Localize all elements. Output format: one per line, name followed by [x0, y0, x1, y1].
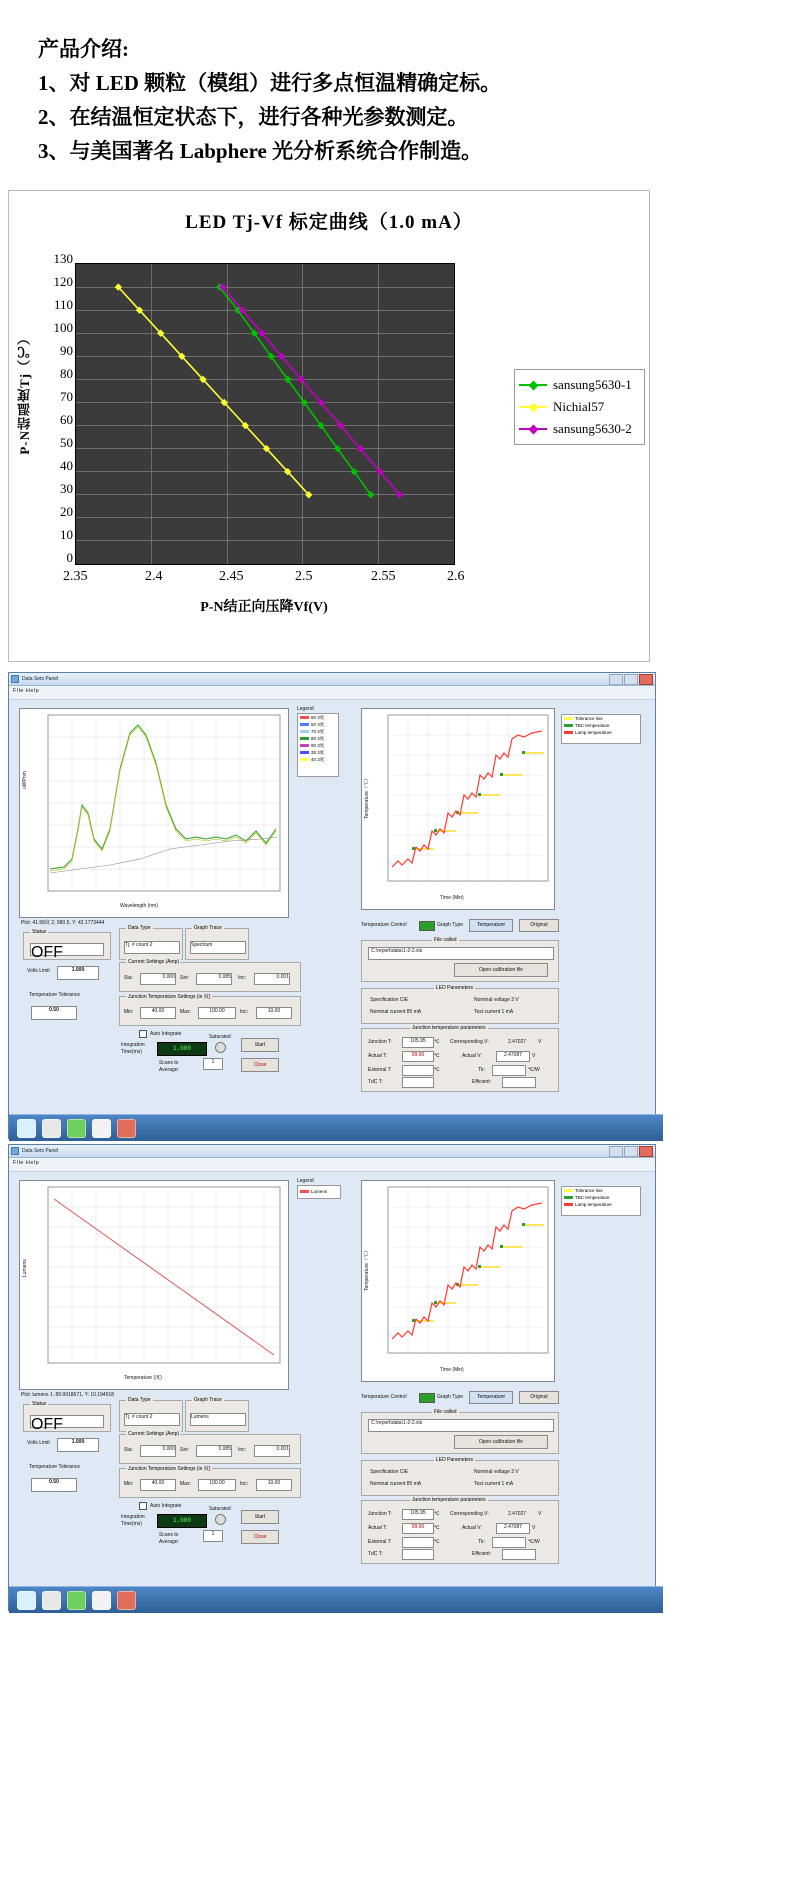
junction-max-input[interactable]: 100.00 [198, 1007, 236, 1019]
close-icon[interactable] [639, 1146, 653, 1157]
status-value[interactable]: OFF [30, 943, 104, 956]
jt-efficient-value[interactable] [502, 1077, 536, 1088]
jt-external-value-2[interactable] [402, 1537, 434, 1548]
original-button-2[interactable]: Original [519, 1391, 559, 1404]
plot-caption-1: Plot: 41.58度 2; 990.5, Y: 42.1773444 [21, 920, 105, 926]
junction-inc-label: Inc: [240, 1009, 249, 1015]
intro-heading: 产品介绍: [38, 37, 129, 61]
legend-row: 35 3度 [298, 749, 338, 756]
jt-actual-label-2: Actual T: [368, 1525, 388, 1531]
legend-title-1: Legend [297, 706, 314, 712]
jt-corresponding-value-2: 2.47027 [508, 1511, 527, 1517]
led-nominal-current-2: Nominal current 85 mA [370, 1481, 422, 1487]
current-settings-label-2: Current Settings (Amp) [128, 1431, 180, 1437]
saturated-indicator [215, 1042, 226, 1053]
junction-inc-input[interactable]: 10.00 [256, 1007, 292, 1019]
led-parameters-group [361, 985, 559, 1024]
taskbar-folder-icon[interactable] [42, 1119, 61, 1138]
scans-input-2[interactable]: 1 [203, 1530, 223, 1542]
jt-actual-label: Actual T: [368, 1053, 388, 1059]
jt-junction-unit-2: ℃ [434, 1511, 440, 1517]
junction-max-label: Max: [180, 1009, 191, 1015]
taskbar-folder-icon[interactable] [42, 1591, 61, 1610]
chart-title: LED Tj-Vf 标定曲线（1.0 mA） [185, 212, 473, 233]
auto-integrate-label-2: Auto Integrate [150, 1502, 182, 1509]
legend-title-2: Legend [297, 1178, 314, 1184]
lumens-legend [297, 1185, 341, 1199]
current-sta-label-2: Sta: [124, 1447, 133, 1453]
current-inc-label: Inc: [238, 975, 247, 981]
temperature-graph-2 [361, 1180, 555, 1382]
jt-corresponding-unit: V [538, 1039, 542, 1045]
jt-corresponding-label: Corresponding V: [450, 1039, 489, 1045]
jt-tdc-label: TdC T: [368, 1079, 383, 1085]
jt-tk-label: Tk: [478, 1067, 485, 1073]
led-tj-vf-chart-panel [8, 190, 650, 662]
legend-row: 80 3度 [298, 735, 338, 742]
temperature-x-label: Time (Min) [440, 895, 464, 901]
led-test-current-2: Test current 1 mA [474, 1481, 514, 1487]
legend-row: Lamp temperature [562, 729, 640, 736]
legend-swatch-yellow [519, 402, 547, 412]
current-inc-label-2: Inc: [238, 1447, 247, 1453]
jt-actual-value[interactable]: 99.95 [402, 1051, 434, 1062]
junction-inc-label-2: Inc: [240, 1481, 249, 1487]
spectrum-plot [20, 709, 288, 917]
file-called-label: File called [434, 937, 457, 943]
integration-time-value[interactable]: 1.000 [157, 1042, 207, 1056]
current-inc-input-2[interactable]: 0.001 [254, 1445, 290, 1457]
jt-actualv-label: Actual V: [462, 1053, 482, 1059]
temp-tolerance-input-2[interactable]: 0.50 [31, 1478, 77, 1492]
integration-time-label: Integration Time(ms) [121, 1042, 145, 1055]
graph-type-label-2b: Graph Type [437, 1394, 464, 1400]
jt-external-label: External T: [368, 1067, 392, 1073]
temperature-graph [361, 708, 555, 910]
intro-line-1: 1、对 LED 颗粒（模组）进行多点恒温精确定标。 [38, 71, 502, 95]
led-spec: Specification CIE [370, 997, 409, 1003]
current-set-label-2: Set: [180, 1447, 189, 1453]
current-inc-input[interactable]: 0.001 [254, 973, 290, 985]
saturated-indicator-2 [215, 1514, 226, 1525]
spectrum-y-label: uWPnm [22, 771, 28, 789]
legend-row: 90 3度 [298, 742, 338, 749]
status-group [23, 929, 111, 961]
chart-series-layer [76, 264, 454, 564]
legend-item-1 [517, 396, 642, 418]
temperature-plot-2 [362, 1181, 554, 1381]
junction-settings-label: Junction Temperature Settings (in 度) [128, 994, 211, 1000]
intro-line-2: 2、在结温恒定状态下，进行各种光参数测定。 [38, 105, 469, 129]
window2-menubar[interactable]: File Help [9, 1158, 655, 1172]
jt-actualv-label-2: Actual V: [462, 1525, 482, 1531]
junction-parameters-label: Junction temperature parameters [412, 1025, 486, 1031]
minimize-icon[interactable] [609, 1146, 623, 1157]
jt-junction-label-2: Junction T: [368, 1511, 392, 1517]
minimize-icon[interactable] [609, 674, 623, 685]
chart-plot-area [75, 263, 455, 565]
spectrum-x-label: Wavelength (nm) [120, 903, 158, 909]
graph-trace-label-2: Graph Trace [194, 1397, 222, 1403]
data-type-label-2: Data Type [128, 1397, 151, 1403]
temp-tolerance-input[interactable]: 0.50 [31, 1006, 77, 1020]
temp-control-label: Temperature Control [361, 922, 407, 928]
junction-parameters-label-2: Junction temperature parameters [412, 1497, 486, 1503]
jt-tk-value[interactable] [492, 1065, 526, 1076]
led-nominal-voltage: Nominal voltage 3 V [474, 997, 519, 1003]
junction-max-label-2: Max: [180, 1481, 191, 1487]
window1-menubar[interactable]: File Help [9, 686, 655, 700]
taskbar-record-icon[interactable] [117, 1119, 136, 1138]
jt-junction-value[interactable]: 105.95 [402, 1037, 434, 1048]
close-button[interactable]: Close [241, 1058, 279, 1072]
chart-y-tick-labels: 130 120 110 100 90 80 70 60 50 40 30 20 10 0 [53, 251, 73, 565]
temp-tolerance-label: Temperature Tolerance [29, 992, 81, 998]
jt-actual-unit-2: ℃ [434, 1525, 440, 1531]
current-sta-input-2[interactable]: 0.000 [140, 1445, 176, 1457]
jt-tdc-value-2[interactable] [402, 1549, 434, 1560]
lumens-y-label: Lumens [22, 1259, 28, 1277]
led-parameters-group-2 [361, 1457, 559, 1496]
intro-block [38, 32, 758, 168]
current-sta-input[interactable]: 0.000 [140, 973, 176, 985]
chart-legend [514, 369, 645, 445]
data-type-select-2[interactable]: Tj: # count 2 [124, 1413, 180, 1426]
jt-junction-value-2[interactable]: 105.95 [402, 1509, 434, 1520]
auto-integrate-label: Auto Integrate [150, 1030, 182, 1037]
temp-control-indicator [419, 921, 435, 931]
temperature-y-label-2: Temperature（℃） [364, 1247, 370, 1291]
window2-controls[interactable] [609, 1146, 653, 1157]
legend-row: 40 3度 [298, 756, 338, 763]
graph-trace-group-2 [185, 1397, 249, 1432]
legend-row: 50 3度 [298, 721, 338, 728]
start-button[interactable]: Start [241, 1038, 279, 1052]
temp-tolerance-label-2: Temperature Tolerance [29, 1464, 81, 1470]
chart-y-axis-title: P-N结温度Tj（℃） [17, 331, 32, 455]
jt-actualv-unit: V [532, 1053, 536, 1059]
current-set-input-2[interactable]: 0.085 [196, 1445, 232, 1457]
file-called-label-2: File called [434, 1409, 457, 1415]
graph-trace-group [185, 925, 249, 960]
temperature-x-label-2: Time (Min) [440, 1367, 464, 1373]
current-sta-label: Sta: [124, 975, 133, 981]
auto-integrate-checkbox[interactable] [139, 1030, 147, 1038]
temp-control-label-2: Temperature Control [361, 1394, 407, 1400]
data-type-group-2 [119, 1397, 183, 1432]
intro-line-3: 3、与美国著名 Labphere 光分析系统合作制造。 [38, 139, 483, 163]
window1-taskbar[interactable] [9, 1114, 663, 1141]
chart-x-axis-title: P-N结正向压降Vf(V) [200, 600, 328, 615]
current-set-input[interactable]: 0.085 [196, 973, 232, 985]
graph-trace-select-2[interactable]: Lumens [190, 1413, 246, 1426]
jt-tk-label-2: Tk: [478, 1539, 485, 1545]
junction-parameters-group-2 [361, 1497, 559, 1564]
legend-swatch-green [519, 380, 547, 390]
legend-swatch-magenta [519, 424, 547, 434]
jt-external-value[interactable] [402, 1065, 434, 1076]
window1-title: Data Sets Panel [22, 676, 59, 682]
jt-tdc-label-2: TdC T: [368, 1551, 383, 1557]
file-path-input-2[interactable]: C:\report\data\1-2-2.xls [368, 1419, 554, 1432]
jt-efficient-value-2[interactable] [502, 1549, 536, 1560]
scans-label-2: Scans to Average: [159, 1532, 179, 1545]
legend-row: 70 3度 [298, 728, 338, 735]
current-settings-group-2 [119, 1431, 301, 1464]
data-type-group [119, 925, 183, 960]
window2-title: Data Sets Panel [22, 1148, 59, 1154]
taskbar-media-icon[interactable] [67, 1591, 86, 1610]
spectrum-legend [297, 713, 339, 777]
jt-efficient-label-2: Efficient: [472, 1551, 492, 1557]
junction-settings-group [119, 996, 301, 1026]
jt-junction-label: Junction T: [368, 1039, 392, 1045]
volts-limit-label-2: Volts Limit [27, 1440, 50, 1446]
taskbar-app-icon[interactable] [92, 1591, 111, 1610]
window1-titlebar[interactable] [9, 673, 655, 686]
temp-control-indicator-2 [419, 1393, 435, 1403]
jt-efficient-label: Efficient: [472, 1079, 492, 1085]
app-icon [11, 1147, 19, 1155]
close-button-2[interactable]: Close [241, 1530, 279, 1544]
window2-body [9, 1172, 655, 1613]
data-type-label: Data Type [128, 925, 151, 931]
file-path-input[interactable]: C:\report\data\1-2-2.xls [368, 947, 554, 960]
jt-corresponding-label-2: Corresponding V: [450, 1511, 489, 1517]
led-parameters-label-2: LED Parameters [436, 1457, 473, 1463]
maximize-icon[interactable] [624, 1146, 638, 1157]
window2-taskbar[interactable] [9, 1586, 663, 1613]
jt-actualv-value-2[interactable]: 2.47087 [496, 1523, 530, 1534]
junction-settings-group-2 [119, 1468, 301, 1498]
lumens-plot [20, 1181, 288, 1389]
volts-limit-label: Volts Limit [27, 968, 50, 974]
chart-x-tick-labels: 2.35 2.4 2.45 2.5 2.55 2.6 [63, 569, 465, 584]
graph-trace-select[interactable]: Spectrum [190, 941, 246, 954]
data-type-select[interactable]: Tj: # count 2 [124, 941, 180, 954]
lumens-graph [19, 1180, 289, 1390]
integration-time-label-2: Integration Time(ms) [121, 1514, 145, 1527]
legend-row: Tolerance line [562, 1187, 640, 1194]
legend-label-0: sansung5630-1 [553, 377, 632, 392]
junction-inc-input-2[interactable]: 10.00 [256, 1479, 292, 1491]
junction-min-label-2: Min: [124, 1481, 134, 1487]
window1-body [9, 700, 655, 1141]
jt-tk-unit: ℃/W [528, 1067, 540, 1073]
led-test-current: Test current 1 mA [474, 1009, 514, 1015]
jt-external-unit-2: ℃ [434, 1539, 440, 1545]
taskbar-browser-icon[interactable] [17, 1591, 36, 1610]
scans-input[interactable]: 1 [203, 1058, 223, 1070]
legend-label-2: sansung5630-2 [553, 421, 632, 436]
status-value-2[interactable]: OFF [30, 1415, 104, 1428]
lumens-x-label: Temperature (度) [124, 1375, 162, 1381]
status-label: Status [32, 929, 47, 935]
jt-corresponding-value: 2.47027 [508, 1039, 527, 1045]
close-icon[interactable] [639, 674, 653, 685]
scans-label: Scans to Average: [159, 1060, 179, 1073]
legend-row: Lumens [298, 1186, 340, 1196]
legend-item-2 [517, 418, 642, 440]
auto-integrate-checkbox-2[interactable] [139, 1502, 147, 1510]
jt-actualv-unit-2: V [532, 1525, 536, 1531]
window1-controls[interactable] [609, 674, 653, 685]
jt-actual-unit: ℃ [434, 1053, 440, 1059]
temperature-plot [362, 709, 554, 909]
temperature-button-2[interactable]: Temperature [469, 1391, 513, 1404]
junction-max-input-2[interactable]: 100.00 [198, 1479, 236, 1491]
software-window-2[interactable] [8, 1144, 656, 1611]
file-called-group-2 [361, 1409, 559, 1454]
jt-tk-value-2[interactable] [492, 1537, 526, 1548]
auto-integrate-row-2[interactable] [139, 1502, 181, 1510]
jt-tdc-value[interactable] [402, 1077, 434, 1088]
file-called-group [361, 937, 559, 982]
maximize-icon[interactable] [624, 674, 638, 685]
saturated-label: Saturated [209, 1034, 231, 1040]
original-button[interactable]: Original [519, 919, 559, 932]
jt-external-unit: ℃ [434, 1067, 440, 1073]
junction-min-label: Min: [124, 1009, 134, 1015]
legend-row: TBC temperature [562, 722, 640, 729]
legend-row: TBC temperature [562, 1194, 640, 1201]
jt-tk-unit-2: ℃/W [528, 1539, 540, 1545]
legend-row: Lamp temperature [562, 1201, 640, 1208]
junction-min-input-2[interactable]: 40.00 [140, 1479, 176, 1491]
led-nominal-current: Nominal current 85 mA [370, 1009, 422, 1015]
junction-settings-label-2: Junction Temperature Settings (in 度) [128, 1466, 211, 1472]
plot-caption-2: Plot: lumens 1; 89.9918671, Y: 10.194918 [21, 1392, 115, 1398]
start-button-2[interactable]: Start [241, 1510, 279, 1524]
legend-label-1: Nichial57 [553, 399, 605, 414]
software-window-1[interactable] [8, 672, 656, 1139]
open-calibration-file-button-2[interactable]: Open calibration file [454, 1435, 548, 1449]
temperature-button[interactable]: Temperature [469, 919, 513, 932]
graph-trace-label: Graph Trace [194, 925, 222, 931]
volts-limit-input-2[interactable]: 1.000 [57, 1438, 99, 1452]
app-icon [11, 675, 19, 683]
temperature-y-label: Temperature（℃） [364, 775, 370, 819]
current-settings-label: Current Settings (Amp) [128, 959, 180, 965]
jt-external-label-2: External T: [368, 1539, 392, 1545]
taskbar-media-icon[interactable] [67, 1119, 86, 1138]
status-group-2 [23, 1401, 111, 1433]
taskbar-app-icon[interactable] [92, 1119, 111, 1138]
legend-item-0 [517, 374, 642, 396]
auto-integrate-row[interactable] [139, 1030, 181, 1038]
jt-actualv-value[interactable]: 2.47087 [496, 1051, 530, 1062]
current-set-label: Set: [180, 975, 189, 981]
legend-row: Tolerance line [562, 715, 640, 722]
volts-limit-input[interactable]: 1.000 [57, 966, 99, 980]
saturated-label-2: Saturated [209, 1506, 231, 1512]
taskbar-record-icon[interactable] [117, 1591, 136, 1610]
graph-type-label-2: Graph Type [437, 922, 464, 928]
junction-min-input[interactable]: 40.00 [140, 1007, 176, 1019]
current-settings-group [119, 959, 301, 992]
jt-corresponding-unit-2: V [538, 1511, 542, 1517]
junction-parameters-group [361, 1025, 559, 1092]
open-calibration-file-button[interactable]: Open calibration file [454, 963, 548, 977]
taskbar-browser-icon[interactable] [17, 1119, 36, 1138]
status-label-2: Status [32, 1401, 47, 1407]
temperature-legend [561, 714, 641, 744]
led-parameters-label: LED Parameters [436, 985, 473, 991]
jt-junction-unit: ℃ [434, 1039, 440, 1045]
window2-titlebar[interactable] [9, 1145, 655, 1158]
led-spec-2: Specification CIE [370, 1469, 409, 1475]
led-nominal-voltage-2: Nominal voltage 3 V [474, 1469, 519, 1475]
spectrum-graph [19, 708, 289, 918]
jt-actual-value-2[interactable]: 99.95 [402, 1523, 434, 1534]
legend-row: 60 3度 [298, 714, 338, 721]
temperature-legend-2 [561, 1186, 641, 1216]
integration-time-value-2[interactable]: 1.000 [157, 1514, 207, 1528]
